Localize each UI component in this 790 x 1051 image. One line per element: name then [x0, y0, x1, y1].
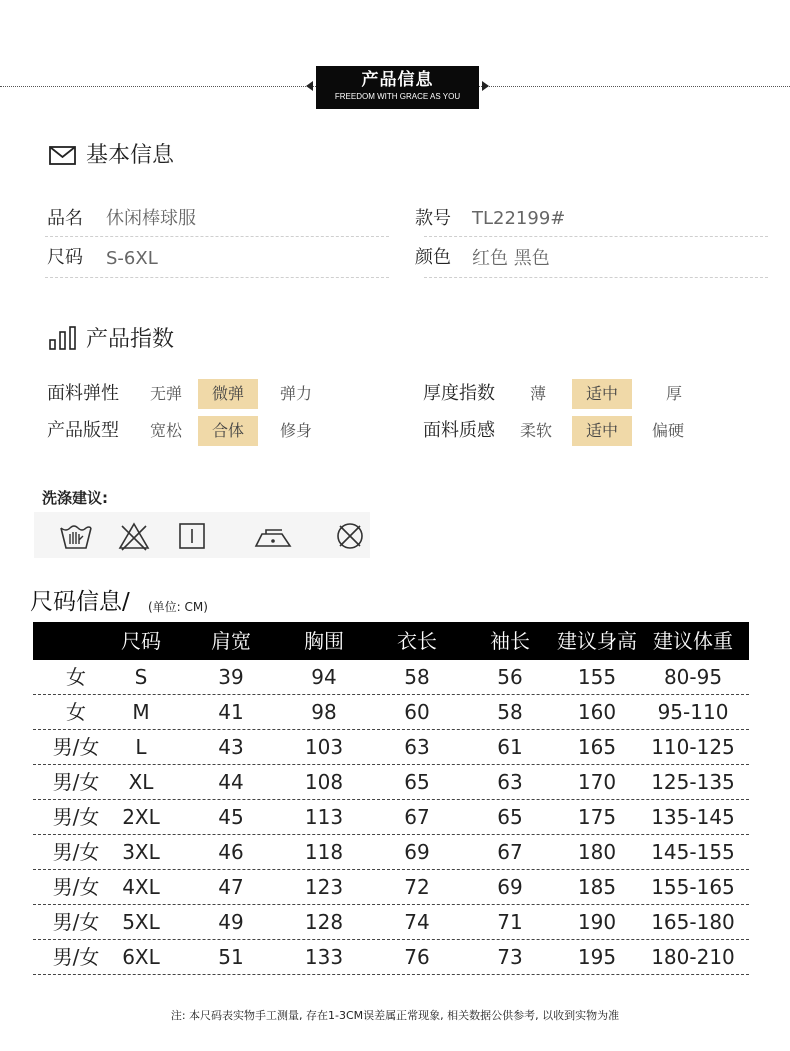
divider — [424, 277, 768, 278]
table-cell: 69 — [497, 875, 523, 899]
header-subtitle: FREEDOM WITH GRACE AS YOU — [334, 92, 461, 101]
table-cell: 72 — [404, 875, 430, 899]
wash-advice-title: 洗涤建议: — [42, 489, 108, 507]
fit-label: 产品版型 — [47, 420, 119, 441]
table-cell: 63 — [497, 770, 523, 794]
table-cell: 56 — [497, 665, 523, 689]
table-cell: 65 — [497, 805, 523, 829]
line-dry-icon — [174, 518, 210, 554]
table-cell: 135-145 — [651, 805, 735, 829]
size-unit: (单位: CM) — [148, 600, 208, 614]
color-label: 颜色 — [415, 247, 451, 268]
color-value: 红色 黑色 — [472, 248, 550, 269]
style-no-value: TL22199# — [472, 208, 566, 229]
header-divider-left — [0, 86, 316, 87]
basic-info-title: 基本信息 — [86, 143, 175, 168]
elasticity-option-selected: 微弹 — [198, 379, 258, 409]
table-cell: 108 — [304, 770, 344, 794]
table-cell: 男/女 — [52, 770, 100, 794]
table-cell: 60 — [404, 700, 430, 724]
header-divider-right — [479, 86, 790, 87]
table-cell: 女 — [66, 700, 86, 724]
table-cell: 73 — [497, 945, 523, 969]
table-cell: 133 — [304, 945, 344, 969]
table-cell: 49 — [218, 910, 244, 934]
table-cell: 43 — [218, 735, 244, 759]
table-header-sleeve: 袖长 — [490, 629, 530, 653]
table-cell: 195 — [577, 945, 617, 969]
divider — [424, 236, 768, 237]
table-cell: 175 — [577, 805, 617, 829]
table-cell: 128 — [304, 910, 344, 934]
table-cell: 男/女 — [52, 945, 100, 969]
thickness-option: 厚 — [665, 384, 682, 403]
bar-chart-icon — [49, 326, 76, 350]
thickness-option-selected: 适中 — [572, 379, 632, 409]
no-bleach-icon — [116, 518, 152, 554]
table-cell: 58 — [404, 665, 430, 689]
thickness-label: 厚度指数 — [423, 383, 495, 404]
table-cell: 125-135 — [651, 770, 735, 794]
table-header-gender — [36, 622, 116, 660]
fit-option: 修身 — [279, 421, 312, 440]
table-cell: 65 — [404, 770, 430, 794]
table-cell: 170 — [577, 770, 617, 794]
iron-low-icon — [252, 518, 294, 554]
table-cell: 男/女 — [52, 875, 100, 899]
table-cell: 160 — [577, 700, 617, 724]
table-cell: 44 — [218, 770, 244, 794]
table-cell: 76 — [404, 945, 430, 969]
table-cell: 110-125 — [651, 735, 735, 759]
product-name-value: 休闲棒球服 — [106, 208, 196, 229]
table-cell: S — [134, 665, 148, 689]
header-banner — [316, 66, 479, 109]
table-cell: 74 — [404, 910, 430, 934]
table-cell: 6XL — [122, 945, 160, 969]
table-cell: 45 — [218, 805, 244, 829]
table-cell: 女 — [66, 665, 86, 689]
table-cell: 190 — [577, 910, 617, 934]
divider — [45, 277, 389, 278]
table-header-chest: 胸围 — [304, 629, 344, 653]
table-header-length: 衣长 — [397, 629, 437, 653]
table-cell: M — [132, 700, 150, 724]
table-cell: 145-155 — [651, 840, 735, 864]
table-header-height: 建议身高 — [557, 629, 637, 653]
right-arrow-icon — [482, 81, 489, 91]
table-header-weight: 建议体重 — [653, 629, 733, 653]
table-cell: 5XL — [122, 910, 160, 934]
table-cell: 51 — [218, 945, 244, 969]
elasticity-option: 无弹 — [149, 384, 182, 403]
texture-option: 偏硬 — [651, 421, 684, 440]
elasticity-label: 面料弹性 — [47, 383, 119, 404]
style-no-label: 款号 — [415, 208, 451, 229]
table-cell: 47 — [218, 875, 244, 899]
header-title: 产品信息 — [361, 70, 434, 90]
table-cell: 118 — [304, 840, 344, 864]
table-cell: 46 — [218, 840, 244, 864]
table-cell: 67 — [404, 805, 430, 829]
product-index-title: 产品指数 — [86, 327, 175, 352]
size-info-title: 尺码信息/ — [30, 589, 130, 615]
table-header-shoulder: 肩宽 — [211, 629, 251, 653]
thickness-option: 薄 — [529, 384, 546, 403]
table-cell: 180-210 — [651, 945, 735, 969]
table-cell: 63 — [404, 735, 430, 759]
table-cell: L — [135, 735, 147, 759]
left-arrow-icon — [306, 81, 313, 91]
table-header-size: 尺码 — [121, 629, 161, 653]
mail-icon — [49, 146, 76, 165]
hand-wash-icon — [58, 518, 94, 554]
texture-option-selected: 适中 — [572, 416, 632, 446]
table-cell: 男/女 — [52, 840, 100, 864]
table-cell: 113 — [304, 805, 344, 829]
texture-label: 面料质感 — [423, 420, 495, 441]
no-dry-clean-icon — [332, 518, 368, 554]
table-cell: 2XL — [122, 805, 160, 829]
table-cell: 71 — [497, 910, 523, 934]
table-cell: 4XL — [122, 875, 160, 899]
measurement-note: 注: 本尺码表实物手工测量, 存在1-3CM误差属正常现象, 相关数据公供参考, 以收到实物为准 — [170, 1009, 620, 1022]
table-cell: 61 — [497, 735, 523, 759]
table-cell: 165 — [577, 735, 617, 759]
table-cell: 185 — [577, 875, 617, 899]
table-cell: 103 — [304, 735, 344, 759]
table-cell: 98 — [311, 700, 337, 724]
table-row-divider — [33, 974, 749, 975]
size-range-value: S-6XL — [106, 248, 158, 269]
table-cell: 69 — [404, 840, 430, 864]
table-cell: 41 — [218, 700, 244, 724]
table-cell: 94 — [311, 665, 337, 689]
table-cell: 80-95 — [663, 665, 723, 689]
table-cell: 67 — [497, 840, 523, 864]
elasticity-option: 弹力 — [279, 384, 312, 403]
fit-option-selected: 合体 — [198, 416, 258, 446]
table-cell: 男/女 — [52, 735, 100, 759]
table-cell: XL — [128, 770, 154, 794]
table-cell: 58 — [497, 700, 523, 724]
table-cell: 180 — [577, 840, 617, 864]
divider — [45, 236, 389, 237]
texture-option: 柔软 — [519, 421, 552, 440]
product-name-label: 品名 — [47, 208, 83, 229]
table-cell: 男/女 — [52, 805, 100, 829]
table-cell: 95-110 — [657, 700, 729, 724]
size-range-label: 尺码 — [47, 247, 83, 268]
fit-option: 宽松 — [149, 421, 182, 440]
table-cell: 39 — [218, 665, 244, 689]
table-cell: 男/女 — [52, 910, 100, 934]
table-cell: 155 — [577, 665, 617, 689]
table-cell: 155-165 — [651, 875, 735, 899]
table-cell: 123 — [304, 875, 344, 899]
table-cell: 165-180 — [651, 910, 735, 934]
table-cell: 3XL — [122, 840, 160, 864]
